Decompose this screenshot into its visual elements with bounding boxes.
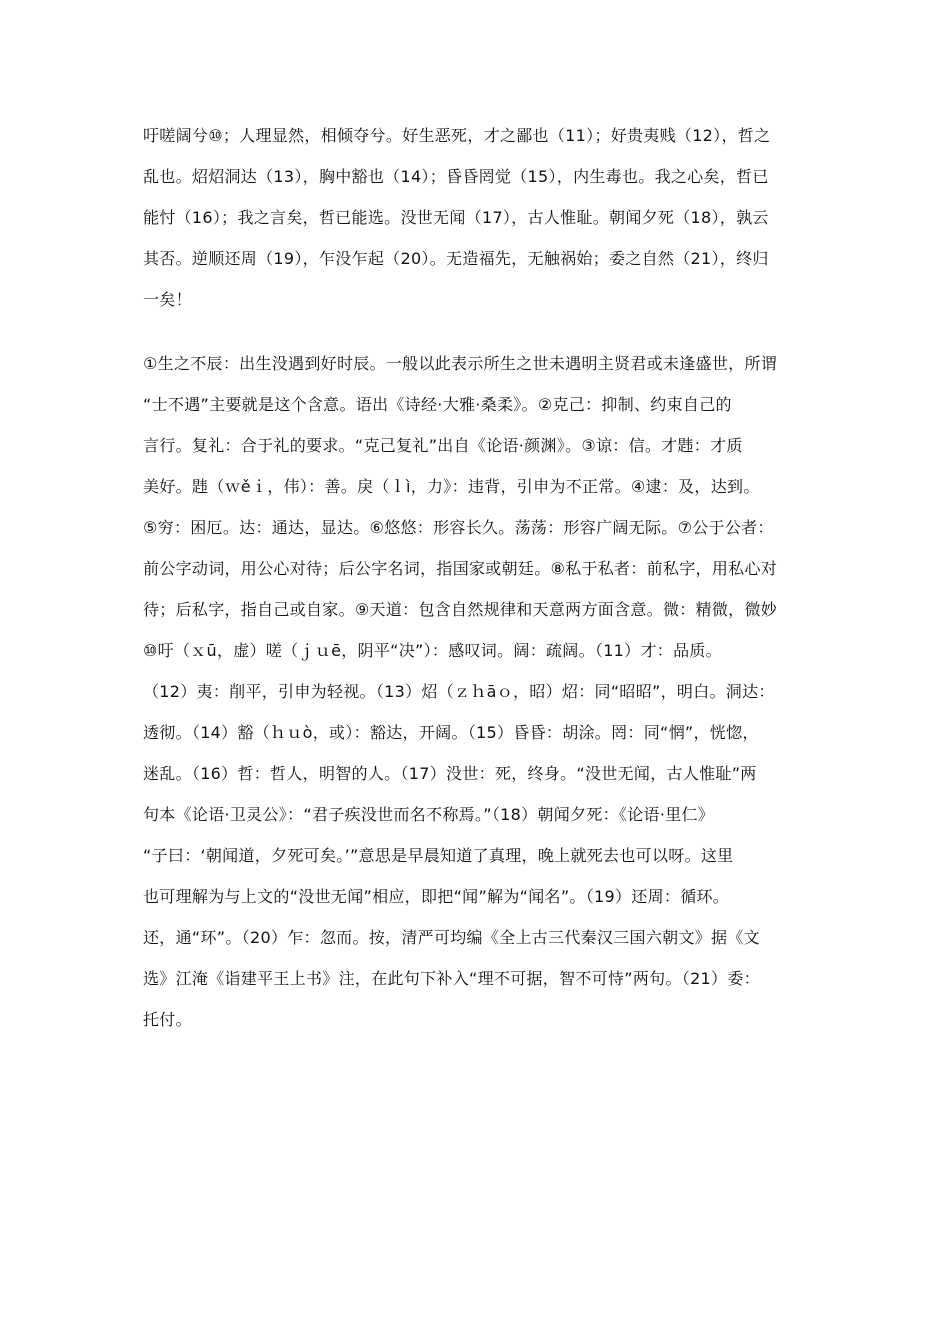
footnote-line: 透彻。（14）豁（ｈｕò，或）：豁达，开阔。（15）昏昏：胡涂。罔：同“惘”，恍惚， <box>143 723 759 742</box>
footnote-line: 也可理解为与上文的“没世无闻”相应，即把“闻”解为“闻名”。（19）还周：循环。 <box>143 887 730 906</box>
footnote-line: （12）夷：削平，引申为轻视。（13）炤（ｚｈāｏ，昭）炤：同“昭昭”，明白。洞达： <box>143 682 775 701</box>
footnote-line: ⑤穷：困厄。达：通达，显达。⑥悠悠：形容长久。荡荡：形容广阔无际。⑦公于公者： <box>143 518 774 537</box>
footnote-line: ⑩吁（ｘū，虚）嗟（ｊｕē，阴平“决”）：感叹词。阔：疏阔。（11）才：品质。 <box>143 641 722 660</box>
footnotes <box>143 343 823 1040</box>
footnote-line: “子曰：‘朝闻道，夕死可矣。’”意思是早晨知道了真理，晚上就死去也可以呀。这里 <box>143 846 734 865</box>
footnote-line: 美好。韪（ｗěｉ，伟）：善。戾（ｌì，力》：违背，引申为不正常。④逮：及，达到。 <box>143 477 760 496</box>
footnote-line: 言行。复礼：合于礼的要求。“克己复礼”出自《论语·颜渊》。③谅：信。才韪：才质 <box>143 436 743 455</box>
main-text <box>143 115 823 320</box>
footnote-line: 还，通“环”。（20）乍：忽而。按，清严可均编《全上古三代秦汉三国六朝文》据《文 <box>143 928 760 947</box>
footnote-line: 托付。 <box>143 1010 192 1029</box>
footnote-line: 句本《论语·卫灵公》：“君子疾没世而名不称焉。”（18）朝闻夕死：《论语·里仁》 <box>143 805 715 824</box>
main-text-line: 一矣！ <box>143 290 192 309</box>
main-text-line: 乱也。炤炤洞达（13），胸中豁也（14）；昏昏罔觉（15），内生毒也。我之心矣，哲已 <box>143 167 769 186</box>
main-text-line: 能忖（16）；我之言矣，哲已能选。没世无闻（17），古人惟耻。朝闻夕死（18），孰云 <box>143 208 769 227</box>
main-text-line: 其否。逆顺还周（19），乍没乍起（20）。无造福先，无触祸始；委之自然（21），终归 <box>143 249 769 268</box>
footnote-line: “士不遇”主要就是这个含意。语出《诗经·大雅·桑柔》。②克己：抑制、约束自己的 <box>143 395 732 414</box>
footnote-line: 选》江淹《诣建平王上书》注，在此句下补入“理不可据，智不可恃”两句。（21）委： <box>143 969 760 988</box>
footnote-line: 迷乱。（16）哲：哲人，明智的人。（17）没世：死，终身。“没世无闻，古人惟耻”两 <box>143 764 757 783</box>
footnote-line: ①生之不辰：出生没遇到好时辰。一般以此表示所生之世未遇明主贤君或未逢盛世，所谓 <box>143 354 778 373</box>
main-text-line: 吁嗟阔兮⑩；人理显然，相倾夺兮。好生恶死，才之鄙也（11）；好贵夷贱（12），哲之 <box>143 126 771 145</box>
footnote-line: 待；后私字，指自己或自家。⑨天道：包含自然规律和天意两方面含意。微：精微，微妙 <box>143 600 778 619</box>
footnote-line: 前公字动词，用公心对待；后公字名词，指国家或朝廷。⑧私于私者：前私字，用私心对 <box>143 559 778 578</box>
